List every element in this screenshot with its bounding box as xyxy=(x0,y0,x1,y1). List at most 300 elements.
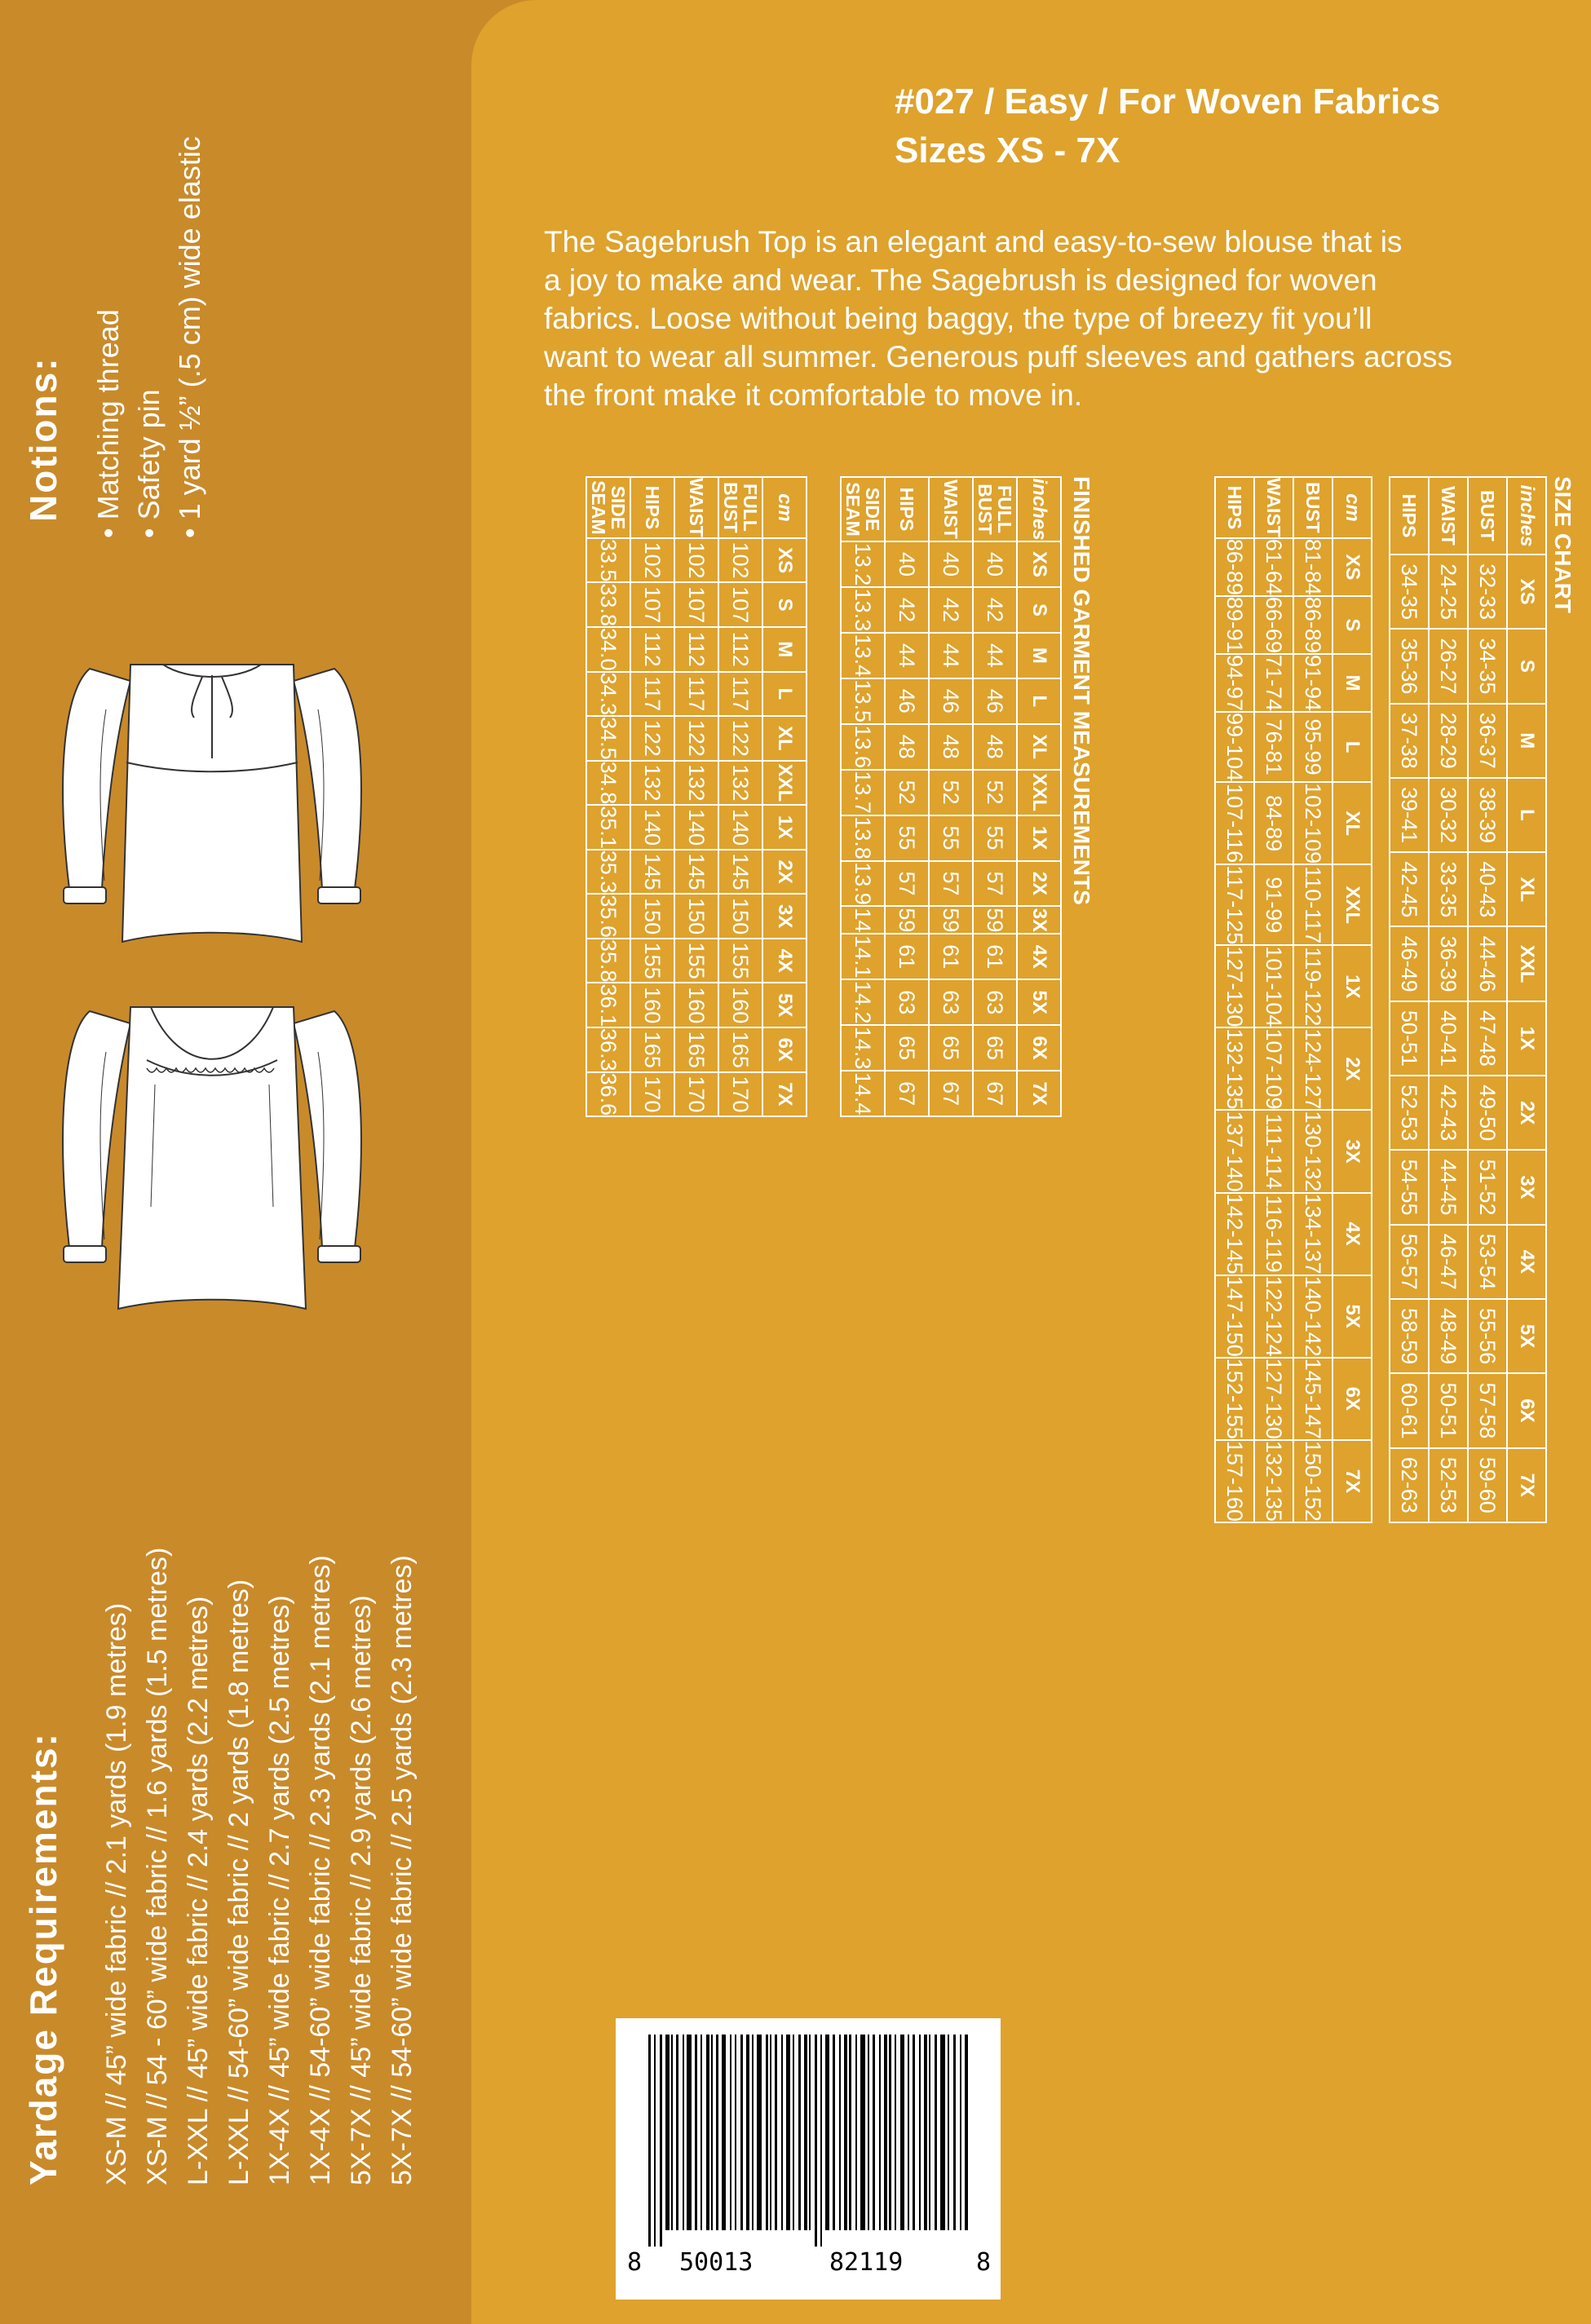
size-chart-inches-table xyxy=(1389,476,1547,1523)
barcode-digit-lead: 8 xyxy=(627,2248,643,2277)
barcode-digit-trail: 8 xyxy=(976,2248,992,2277)
table-row xyxy=(1215,477,1254,1522)
pattern-code-title: #027 / Easy / For Woven Fabrics xyxy=(895,82,1441,122)
table-cell: 42 xyxy=(885,587,929,633)
barcode-bar xyxy=(908,2035,909,2230)
table-cell: 102 xyxy=(630,538,674,583)
barcode-bar xyxy=(695,2035,697,2230)
table-cell: 61 xyxy=(973,934,1017,979)
barcode-bar xyxy=(929,2035,930,2230)
table-cell: 59-60 xyxy=(1468,1448,1507,1522)
table-row xyxy=(973,477,1017,1116)
barcode-bar xyxy=(770,2035,771,2230)
table-cell: 132 xyxy=(630,761,674,806)
row-label: HIPS xyxy=(1215,477,1254,538)
table-cell: 36.6 xyxy=(586,1072,630,1117)
table-row xyxy=(1293,477,1332,1522)
table-cell: 55-56 xyxy=(1468,1299,1507,1373)
barcode-bar xyxy=(884,2035,887,2230)
table-cell: 28-29 xyxy=(1429,704,1468,778)
size-header: 2X xyxy=(1332,1027,1372,1110)
table-cell: 107-116 xyxy=(1215,782,1254,864)
table-cell: 155 xyxy=(674,939,718,983)
table-cell: 49-50 xyxy=(1468,1076,1507,1150)
table-cell: 130-132 xyxy=(1293,1110,1332,1192)
barcode-bar xyxy=(833,2035,835,2230)
table-cell: 57 xyxy=(929,861,973,907)
table-cell: 13.2 xyxy=(841,541,885,587)
barcode-bar xyxy=(940,2035,945,2230)
barcode-bar xyxy=(700,2035,702,2230)
table-cell: 44-45 xyxy=(1429,1150,1468,1224)
table-cell: 55 xyxy=(973,815,1017,861)
table-cell: 152-155 xyxy=(1215,1358,1254,1440)
notions-list xyxy=(88,136,210,538)
barcode-bar xyxy=(798,2035,801,2230)
yardage-item: 1X-4X // 54-60” wide fabric // 2.3 yards (2.1 metres) xyxy=(305,1555,336,2185)
size-header: 4X xyxy=(762,939,807,983)
table-row xyxy=(586,477,630,1116)
yardage-item: L-XXL // 45” wide fabric // 2.4 yards (2.2 metres) xyxy=(183,1596,214,2185)
table-cell: 119-122 xyxy=(1293,945,1332,1027)
table-cell: 54-55 xyxy=(1390,1150,1429,1224)
barcode-bar xyxy=(960,2035,961,2230)
table-cell: 107 xyxy=(674,582,718,627)
barcode-bar xyxy=(706,2035,709,2230)
table-cell: 65 xyxy=(885,1025,929,1071)
barcode-bar xyxy=(919,2035,921,2230)
table-cell: 117 xyxy=(718,672,762,717)
size-header: M xyxy=(1017,633,1061,678)
barcode-bar xyxy=(809,2035,811,2230)
size-header: 6X xyxy=(1332,1358,1372,1440)
barcode-bar xyxy=(855,2035,857,2230)
table-cell: 111-114 xyxy=(1254,1110,1293,1192)
table-cell: 52-53 xyxy=(1429,1448,1468,1522)
size-header: XS xyxy=(1332,538,1372,596)
table-row xyxy=(1468,477,1507,1522)
table-cell: 26-27 xyxy=(1429,629,1468,703)
barcode-bar xyxy=(671,2035,673,2230)
barcode-bar xyxy=(766,2035,768,2230)
size-header: XS xyxy=(762,538,807,583)
size-header: XXL xyxy=(1332,864,1372,945)
table-row xyxy=(885,477,929,1116)
barcode-bar xyxy=(752,2035,754,2230)
finished-measurements-title: FINISHED GARMENT MEASUREMENTS xyxy=(1069,476,1094,905)
table-cell: 58-59 xyxy=(1390,1299,1429,1373)
size-header: 3X xyxy=(1507,1150,1546,1224)
size-header: XXL xyxy=(762,761,807,806)
table-cell: 57 xyxy=(973,861,1017,907)
size-header: 2X xyxy=(762,850,807,895)
table-row xyxy=(1429,477,1468,1522)
table-cell: 57 xyxy=(885,861,929,907)
table-row xyxy=(929,477,973,1116)
table-cell: 61 xyxy=(885,934,929,979)
barcode-bar xyxy=(935,2035,937,2230)
barcode-bar xyxy=(746,2035,749,2230)
table-cell: 170 xyxy=(674,1072,718,1117)
table-cell: 40 xyxy=(929,541,973,587)
table-cell: 67 xyxy=(885,1071,929,1116)
yardage-heading: Yardage Requirements: xyxy=(22,1732,64,2185)
row-label: HIPS xyxy=(885,477,929,541)
table-cell: 140 xyxy=(718,805,762,850)
size-header: XXL xyxy=(1507,926,1546,1001)
table-cell: 14 xyxy=(841,906,885,934)
barcode-digits-left: 50013 xyxy=(679,2248,754,2277)
barcode-bar xyxy=(948,2035,949,2230)
table-cell: 145 xyxy=(674,850,718,895)
table-cell: 52 xyxy=(929,770,973,815)
table-row xyxy=(841,477,885,1116)
table-cell: 155 xyxy=(630,939,674,983)
table-cell: 150-152 xyxy=(1293,1440,1332,1522)
barcode-digits-right: 82119 xyxy=(829,2248,904,2277)
size-header-row xyxy=(762,477,807,1116)
table-cell: 59 xyxy=(929,906,973,934)
table-cell: 89-91 xyxy=(1215,596,1254,654)
table-cell: 38-39 xyxy=(1468,778,1507,852)
row-label: WAIST xyxy=(929,477,973,541)
barcode-bar xyxy=(781,2035,783,2230)
table-gap xyxy=(807,476,840,1117)
row-label-line: BUST xyxy=(974,484,996,535)
barcode-bar xyxy=(860,2035,865,2230)
table-cell: 112 xyxy=(630,627,674,672)
table-cell: 36.1 xyxy=(586,983,630,1027)
barcode-bar xyxy=(839,2035,841,2230)
table-cell: 170 xyxy=(718,1072,762,1117)
table-cell: 145-147 xyxy=(1293,1358,1332,1440)
unit-label: inches xyxy=(1017,477,1061,541)
table-cell: 55 xyxy=(885,815,929,861)
table-cell: 47-48 xyxy=(1468,1001,1507,1076)
size-header: L xyxy=(1332,712,1372,782)
table-cell: 44 xyxy=(973,633,1017,678)
barcode-bar xyxy=(815,2035,817,2247)
table-cell: 101-104 xyxy=(1254,945,1293,1027)
size-header: S xyxy=(1507,629,1546,703)
table-cell: 14.4 xyxy=(841,1071,885,1116)
table-cell: 36-39 xyxy=(1429,926,1468,1001)
table-row xyxy=(630,477,674,1116)
table-cell: 56-57 xyxy=(1390,1225,1429,1299)
row-label-line: SEAM xyxy=(842,482,864,537)
table-cell: 35.8 xyxy=(586,939,630,983)
table-cell: 140 xyxy=(630,805,674,850)
table-cell: 127-130 xyxy=(1215,945,1254,1027)
table-cell: 117 xyxy=(674,672,718,717)
table-row xyxy=(1254,477,1293,1522)
table-cell: 76-81 xyxy=(1254,712,1293,782)
size-header: XXL xyxy=(1017,770,1061,815)
table-cell: 40-41 xyxy=(1429,1001,1468,1076)
table-cell: 63 xyxy=(973,979,1017,1025)
table-cell: 132 xyxy=(674,761,718,806)
table-cell: 99-104 xyxy=(1215,712,1254,782)
table-cell: 65 xyxy=(973,1025,1017,1071)
table-cell: 42-45 xyxy=(1390,852,1429,926)
row-label-line: SEAM xyxy=(588,480,609,535)
table-cell: 61-64 xyxy=(1254,538,1293,596)
barcode-bar xyxy=(868,2035,869,2230)
barcode-bar xyxy=(844,2035,847,2230)
finished-measurements-chart xyxy=(586,476,1062,1117)
table-cell: 44 xyxy=(929,633,973,678)
table-cell: 84-89 xyxy=(1254,782,1293,864)
row-label: HIPS xyxy=(1390,477,1429,554)
table-cell: 34-35 xyxy=(1390,554,1429,629)
size-header-row xyxy=(1017,477,1061,1116)
barcode-bar xyxy=(711,2035,713,2230)
barcode-bar xyxy=(775,2035,777,2230)
row-label: HIPS xyxy=(630,477,674,538)
table-cell: 39-41 xyxy=(1390,778,1429,852)
row-label: WAIST xyxy=(1429,477,1468,554)
barcode-bar xyxy=(660,2035,662,2247)
barcode-bar xyxy=(804,2035,807,2230)
table-cell: 13.6 xyxy=(841,724,885,770)
table-cell: 155 xyxy=(718,939,762,983)
barcode-bar xyxy=(953,2035,956,2230)
barcode xyxy=(616,2018,1001,2300)
table-cell: 107 xyxy=(630,582,674,627)
size-header: 7X xyxy=(1332,1440,1372,1522)
table-cell: 81-84 xyxy=(1293,538,1332,596)
yardage-item: 1X-4X // 45” wide fabric // 2.7 yards (2.5 metres) xyxy=(264,1595,295,2185)
row-label-line: FULL xyxy=(740,484,761,532)
size-header: L xyxy=(762,672,807,717)
size-header: 1X xyxy=(1507,1001,1546,1076)
barcode-bar xyxy=(895,2035,896,2230)
row-label-line: BUST xyxy=(720,482,741,533)
table-cell: 67 xyxy=(973,1071,1017,1116)
yardage-item: XS-M // 54 - 60” wide fabric // 1.6 yards (1.5 metres) xyxy=(142,1547,173,2185)
description-line: a joy to make and wear. The Sagebrush is designed for woven xyxy=(544,263,1377,297)
table-cell: 46 xyxy=(973,678,1017,724)
table-cell: 102 xyxy=(718,538,762,583)
table-cell: 48-49 xyxy=(1429,1299,1468,1373)
size-header: 4X xyxy=(1332,1193,1372,1275)
size-header: 7X xyxy=(1507,1448,1546,1522)
table-cell: 33.5 xyxy=(586,538,630,583)
table-cell: 140-142 xyxy=(1293,1275,1332,1358)
size-header-row xyxy=(1332,477,1372,1522)
description-line: want to wear all summer. Generous puff sleeves and gathers across xyxy=(544,340,1452,373)
table-cell: 122-124 xyxy=(1254,1275,1293,1358)
barcode-bar xyxy=(849,2035,851,2230)
table-cell: 59 xyxy=(973,906,1017,934)
description-line: fabrics. Loose without being baggy, the type of breezy fit you’ll xyxy=(544,302,1372,335)
table-cell: 34.8 xyxy=(586,761,630,806)
table-cell: 132-135 xyxy=(1254,1440,1293,1522)
barcode-bar xyxy=(716,2035,718,2230)
barcode-bar xyxy=(665,2035,670,2230)
table-cell: 57-58 xyxy=(1468,1373,1507,1447)
table-cell: 71-74 xyxy=(1254,654,1293,712)
table-cell: 107 xyxy=(718,582,762,627)
finished-cm-table xyxy=(586,476,807,1117)
table-cell: 40 xyxy=(885,541,929,587)
yardage-item: 5X-7X // 54-60” wide fabric // 2.5 yards (2.3 metres) xyxy=(387,1555,418,2185)
table-cell: 165 xyxy=(718,1027,762,1072)
table-cell: 14.3 xyxy=(841,1025,885,1071)
size-header: 7X xyxy=(762,1072,807,1117)
table-cell: 117-125 xyxy=(1215,864,1254,945)
table-cell: 13.5 xyxy=(841,678,885,724)
notions-heading: Notions: xyxy=(22,356,64,522)
table-cell: 94-97 xyxy=(1215,654,1254,712)
table-cell: 13.8 xyxy=(841,815,885,861)
barcode-bar xyxy=(820,2035,822,2247)
table-cell: 35.6 xyxy=(586,894,630,939)
table-cell: 112 xyxy=(718,627,762,672)
barcode-bar xyxy=(913,2035,915,2230)
table-cell: 50-51 xyxy=(1429,1373,1468,1447)
size-chart-cm-table xyxy=(1214,476,1372,1523)
table-cell: 48 xyxy=(929,724,973,770)
table-cell: 160 xyxy=(718,983,762,1027)
table-cell: 63 xyxy=(929,979,973,1025)
table-cell: 67 xyxy=(929,1071,973,1116)
row-label: BUST xyxy=(1468,477,1507,554)
barcode-bar xyxy=(654,2035,656,2247)
table-cell: 150 xyxy=(674,894,718,939)
table-cell: 137-140 xyxy=(1215,1110,1254,1192)
table-cell: 13.4 xyxy=(841,633,885,678)
barcode-bar xyxy=(825,2035,829,2230)
table-cell: 48 xyxy=(973,724,1017,770)
description-line: The Sagebrush Top is an elegant and easy-to-sew blouse that is xyxy=(544,225,1403,258)
table-row xyxy=(674,477,718,1116)
table-cell: 33.8 xyxy=(586,582,630,627)
row-label: BUST xyxy=(1293,477,1332,538)
table-cell: 46 xyxy=(929,678,973,724)
table-cell: 35.3 xyxy=(586,850,630,895)
size-header: S xyxy=(1017,587,1061,633)
table-cell: 34-35 xyxy=(1468,629,1507,703)
size-header: 2X xyxy=(1017,861,1061,907)
table-cell: 30-32 xyxy=(1429,778,1468,852)
size-header: XS xyxy=(1017,541,1061,587)
table-cell: 145 xyxy=(718,850,762,895)
description-line: the front make it comfortable to move in. xyxy=(544,378,1083,412)
size-header: 1X xyxy=(1017,815,1061,861)
table-cell: 66-69 xyxy=(1254,596,1293,654)
row-label-line: SIDE xyxy=(608,485,629,530)
barcode-bar xyxy=(873,2035,875,2230)
size-header: 3X xyxy=(762,894,807,939)
table-cell: 13.9 xyxy=(841,861,885,907)
table-cell: 46 xyxy=(885,678,929,724)
size-header: XL xyxy=(1332,782,1372,864)
table-cell: 50-51 xyxy=(1390,1001,1429,1076)
size-header: 5X xyxy=(762,983,807,1027)
barcode-bar xyxy=(735,2035,736,2230)
table-cell: 61 xyxy=(929,934,973,979)
size-header: XS xyxy=(1507,554,1546,629)
table-cell: 35.1 xyxy=(586,805,630,850)
table-cell: 48 xyxy=(885,724,929,770)
size-header: 5X xyxy=(1507,1299,1546,1373)
row-label: WAIST xyxy=(674,477,718,538)
table-cell: 51-52 xyxy=(1468,1150,1507,1224)
size-header: L xyxy=(1017,678,1061,724)
table-cell: 44 xyxy=(885,633,929,678)
size-header: S xyxy=(1332,596,1372,654)
size-header: 2X xyxy=(1507,1076,1546,1150)
barcode-bar xyxy=(683,2035,684,2230)
table-cell: 46-47 xyxy=(1429,1225,1468,1299)
table-cell: 160 xyxy=(674,983,718,1027)
table-cell: 40 xyxy=(973,541,1017,587)
table-cell: 124-127 xyxy=(1293,1027,1332,1110)
row-label-line: FULL xyxy=(994,485,1015,533)
table-cell: 132 xyxy=(718,761,762,806)
table-cell: 150 xyxy=(630,894,674,939)
table-cell: 52-53 xyxy=(1390,1076,1429,1150)
table-cell: 147-150 xyxy=(1215,1275,1254,1358)
table-cell: 33-35 xyxy=(1429,852,1468,926)
table-cell: 42 xyxy=(973,587,1017,633)
table-cell: 42 xyxy=(929,587,973,633)
yardage-list xyxy=(96,1548,422,2185)
row-label-line: SIDE xyxy=(862,487,883,532)
table-cell: 134-137 xyxy=(1293,1193,1332,1275)
size-header: 6X xyxy=(1017,1025,1061,1071)
unit-label: cm xyxy=(762,477,807,538)
table-cell: 59 xyxy=(885,906,929,934)
notion-item: • Matching thread xyxy=(91,309,125,538)
table-row xyxy=(718,477,762,1116)
table-cell: 86-89 xyxy=(1293,596,1332,654)
table-cell: 122 xyxy=(630,716,674,761)
table-cell: 34.0 xyxy=(586,627,630,672)
table-cell: 165 xyxy=(630,1027,674,1072)
barcode-bars xyxy=(616,2018,1001,2255)
table-cell: 117 xyxy=(630,672,674,717)
table-cell: 34.3 xyxy=(586,672,630,717)
table-cell: 55 xyxy=(929,815,973,861)
garment-front-view-illustration xyxy=(57,962,367,1313)
unit-label: inches xyxy=(1507,477,1546,554)
table-cell: 13.7 xyxy=(841,770,885,815)
barcode-bar xyxy=(730,2035,731,2230)
row-label xyxy=(586,477,630,538)
barcode-bar xyxy=(740,2035,743,2230)
table-cell: 110-117 xyxy=(1293,864,1332,945)
table-cell: 95-99 xyxy=(1293,712,1332,782)
barcode-bar xyxy=(924,2035,927,2230)
table-cell: 91-99 xyxy=(1254,864,1293,945)
size-header: 5X xyxy=(1332,1275,1372,1358)
table-cell: 37-38 xyxy=(1390,704,1429,778)
barcode-bar xyxy=(786,2035,790,2230)
barcode-bar xyxy=(965,2035,968,2230)
table-cell: 46-49 xyxy=(1390,926,1429,1001)
table-cell: 157-160 xyxy=(1215,1440,1254,1522)
table-cell: 102 xyxy=(674,538,718,583)
table-cell: 24-25 xyxy=(1429,554,1468,629)
table-cell: 36.3 xyxy=(586,1027,630,1072)
pattern-description xyxy=(544,223,1571,414)
size-range-title: Sizes XS - 7X xyxy=(895,130,1120,170)
size-header: 7X xyxy=(1017,1071,1061,1116)
row-label xyxy=(841,477,885,541)
size-header: 4X xyxy=(1507,1225,1546,1299)
